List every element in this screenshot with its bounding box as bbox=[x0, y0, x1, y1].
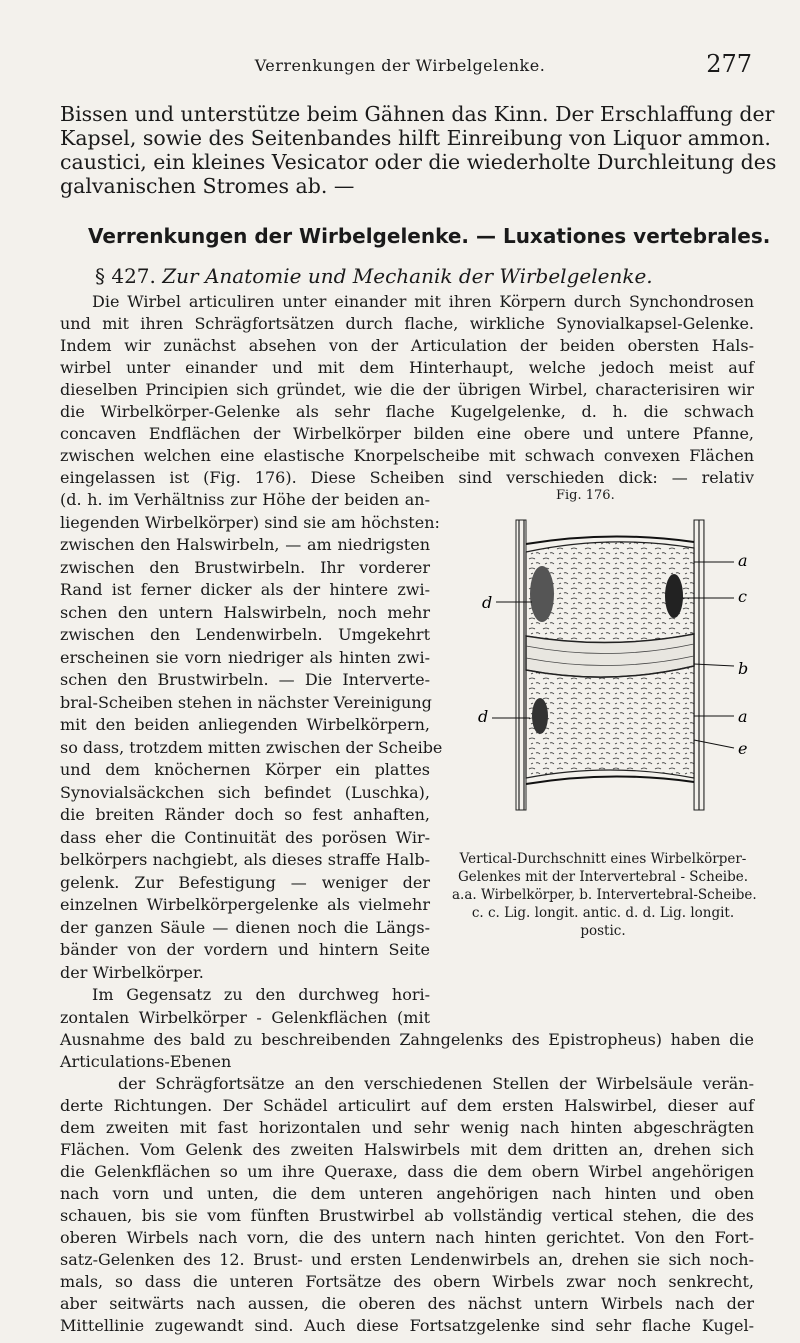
posterior-ligament-upper bbox=[530, 566, 554, 622]
right-wall bbox=[694, 520, 704, 810]
body-line: wirbel unter einander und mit dem Hinterhaupt, welche jedoch meist auf bbox=[60, 358, 754, 377]
body-line: nach vorn und unten, die dem unteren angehörigen nach hinten und oben bbox=[60, 1184, 754, 1203]
intro-line: galvanischen Stromes ab. — bbox=[60, 174, 355, 198]
paragraph-title: Zur Anatomie und Mechanik der Wirbelgelenke. bbox=[162, 264, 653, 288]
column-line: Synovialsäckchen sich befindet (Luschka), bbox=[60, 782, 430, 802]
column-line: und dem knöchernen Körper ein plattes bbox=[60, 760, 430, 779]
anterior-ligament-upper bbox=[665, 574, 683, 618]
column-line: gelenk. Zur Befestigung — weniger der bbox=[60, 872, 430, 892]
column-line: so dass, trotzdem mitten zwischen der Scheibe bbox=[60, 737, 443, 757]
column-line: der Wirbelkörper. bbox=[60, 962, 204, 982]
paragraph-heading bbox=[95, 264, 653, 288]
figure-letter-a: a bbox=[738, 707, 748, 726]
column-line: zwischen den Halswirbeln, — am niedrigsten bbox=[60, 535, 430, 554]
body-line: und mit ihren Schrägfortsätzen durch flache, wirkliche Synovialkapsel-Gelenke. bbox=[60, 314, 754, 333]
body-line: Ausnahme des bald zu beschreibenden Zahngelenks des Epistropheus) haben die bbox=[60, 1030, 754, 1049]
column-line: einzelnen Wirbelkörpergelenke als vielmehr bbox=[60, 895, 430, 914]
body-line: Mittellinie zugewandt sind. Auch diese Fortsatzgelenke sind sehr flache Kugel- bbox=[60, 1316, 754, 1335]
left-wall bbox=[516, 520, 526, 810]
figure-letter-e: e bbox=[738, 739, 748, 758]
column-line: zwischen den Lendenwirbeln. Umgekehrt bbox=[60, 625, 430, 644]
body-line: Indem wir zunächst absehen von der Articulation der beiden obersten Hals- bbox=[60, 336, 754, 355]
paragraph-number: § 427. bbox=[95, 264, 156, 288]
running-title: Verrenkungen der Wirbelgelenke. bbox=[254, 56, 546, 75]
column-line: zontalen Wirbelkörper - Gelenkflächen (mit bbox=[60, 1007, 430, 1027]
section-heading: Verrenkungen der Wirbelgelenke. — Luxationes vertebrales. bbox=[88, 224, 771, 248]
column-line: die breiten Ränder doch so fest anhaften, bbox=[60, 805, 430, 824]
body-line: schauen, bis sie vom fünften Brustwirbel ab vollständig vertical stehen, die des bbox=[60, 1206, 754, 1225]
body-line: der Schrägfortsätze an den verschiedenen Stellen der Wirbelsäule verän- bbox=[118, 1074, 754, 1093]
column-line: belkörpers nachgiebt, als dieses straffe Halb- bbox=[60, 850, 430, 869]
figure-letter-c: c bbox=[738, 587, 747, 606]
body-line: aber seitwärts nach aussen, die oberen des nächst untern Wirbels nach der bbox=[60, 1294, 754, 1313]
column-line: Im Gegensatz zu den durchweg hori- bbox=[92, 985, 430, 1004]
figure-label: Fig. 176. bbox=[556, 488, 615, 503]
column-line: schen den Brustwirbeln. — Die Interverte- bbox=[60, 670, 430, 689]
column-line: dass eher die Continuität des porösen Wir- bbox=[60, 827, 430, 847]
column-line: mit den beiden anliegenden Wirbelkörpern, bbox=[60, 715, 430, 734]
column-line: der ganzen Säule — dienen noch die Längs- bbox=[60, 917, 430, 937]
body-line: satz-Gelenken des 12. Brust- und ersten Lendenwirbels an, drehen sie sich noch- bbox=[60, 1250, 754, 1269]
body-line: mals, so dass die unteren Fortsätze des obern Wirbels zwar noch senkrecht, bbox=[60, 1272, 754, 1291]
body-line: derte Richtungen. Der Schädel articulirt auf dem ersten Halswirbel, dieser auf bbox=[60, 1096, 754, 1115]
column-line: (d. h. im Verhältniss zur Höhe der beiden an- bbox=[60, 490, 430, 509]
figure-letter-d: d bbox=[478, 707, 489, 726]
body-line: oberen Wirbels nach vorn, die des untern nach hinten gerichtet. Von den Fort- bbox=[60, 1228, 754, 1247]
intro-line: Kapsel, sowie des Seitenbandes hilft Einreibung von Liquor ammon. bbox=[60, 126, 771, 150]
figure-letter-a: a bbox=[738, 551, 748, 570]
vertebra-section-figure bbox=[472, 516, 768, 812]
body-line: Die Wirbel articuliren unter einander mit ihren Körpern durch Synchondrosen bbox=[92, 292, 754, 311]
figure-letter-b: b bbox=[738, 659, 749, 678]
body-line: die Gelenkflächen so um ihre Queraxe, dass die dem obern Wirbel angehörigen bbox=[60, 1162, 754, 1181]
caption-line: Vertical-Durchschnitt eines Wirbelkörper- bbox=[459, 851, 747, 867]
figure-caption bbox=[452, 850, 757, 940]
lower-vertebral-body bbox=[526, 666, 694, 778]
body-line: eingelassen ist (Fig. 176). Diese Scheiben sind verschieden dick: — relativ bbox=[60, 468, 754, 487]
column-line: liegenden Wirbelkörper) sind sie am höchsten: bbox=[60, 512, 440, 532]
caption-line: postic. bbox=[580, 923, 626, 939]
posterior-ligament-lower bbox=[532, 698, 548, 734]
body-line: dem zweiten mit fast horizontalen und sehr wenig nach hinten abgeschrägten bbox=[60, 1118, 754, 1137]
figure-letter-d: d bbox=[482, 593, 493, 612]
column-line: zwischen den Brustwirbeln. Ihr vorderer bbox=[60, 557, 430, 577]
body-line: concaven Endflächen der Wirbelkörper bilden eine obere und untere Pfanne, bbox=[60, 424, 754, 443]
caption-line: Gelenkes mit der Intervertebral - Scheibe. bbox=[457, 869, 749, 885]
left-column bbox=[60, 489, 443, 1029]
running-head bbox=[0, 50, 800, 80]
column-line: bänder von der vordern und hintern Seite bbox=[60, 940, 430, 959]
body-line: zwischen welchen eine elastische Knorpelscheibe mit schwach convexen Flächen bbox=[60, 446, 754, 465]
caption-line: c. c. Lig. longit. antic. d. d. Lig. longit. bbox=[471, 905, 735, 921]
page-number: 277 bbox=[706, 50, 752, 78]
caption-line: a.a. Wirbelkörper, b. Intervertebral-Scheibe. bbox=[452, 887, 757, 903]
intro-line: caustici, ein kleines Vesicator oder die wiederholte Durchleitung des bbox=[60, 150, 777, 174]
column-line: Rand ist ferner dicker als der hintere zwi- bbox=[60, 580, 430, 599]
column-line: erscheinen sie vorn niedriger als hinten zwi- bbox=[60, 647, 430, 667]
column-line: bral-Scheiben stehen in nächster Vereinigung bbox=[60, 692, 432, 712]
column-line: schen den untern Halswirbeln, noch mehr bbox=[60, 602, 430, 622]
body-line: Articulations-Ebenen bbox=[60, 1052, 232, 1071]
intro-line: Bissen und unterstütze beim Gähnen das Kinn. Der Erschlaffung der bbox=[60, 102, 775, 126]
body-line: dieselben Principien sich gründet, wie die der übrigen Wirbel, characterisiren wir bbox=[60, 380, 754, 399]
body-line: die Wirbelkörper-Gelenke als sehr flache Kugelgelenke, d. h. die schwach bbox=[60, 402, 754, 421]
body-line: Flächen. Vom Gelenk des zweiten Halswirbels mit dem dritten an, drehen sich bbox=[60, 1140, 754, 1159]
